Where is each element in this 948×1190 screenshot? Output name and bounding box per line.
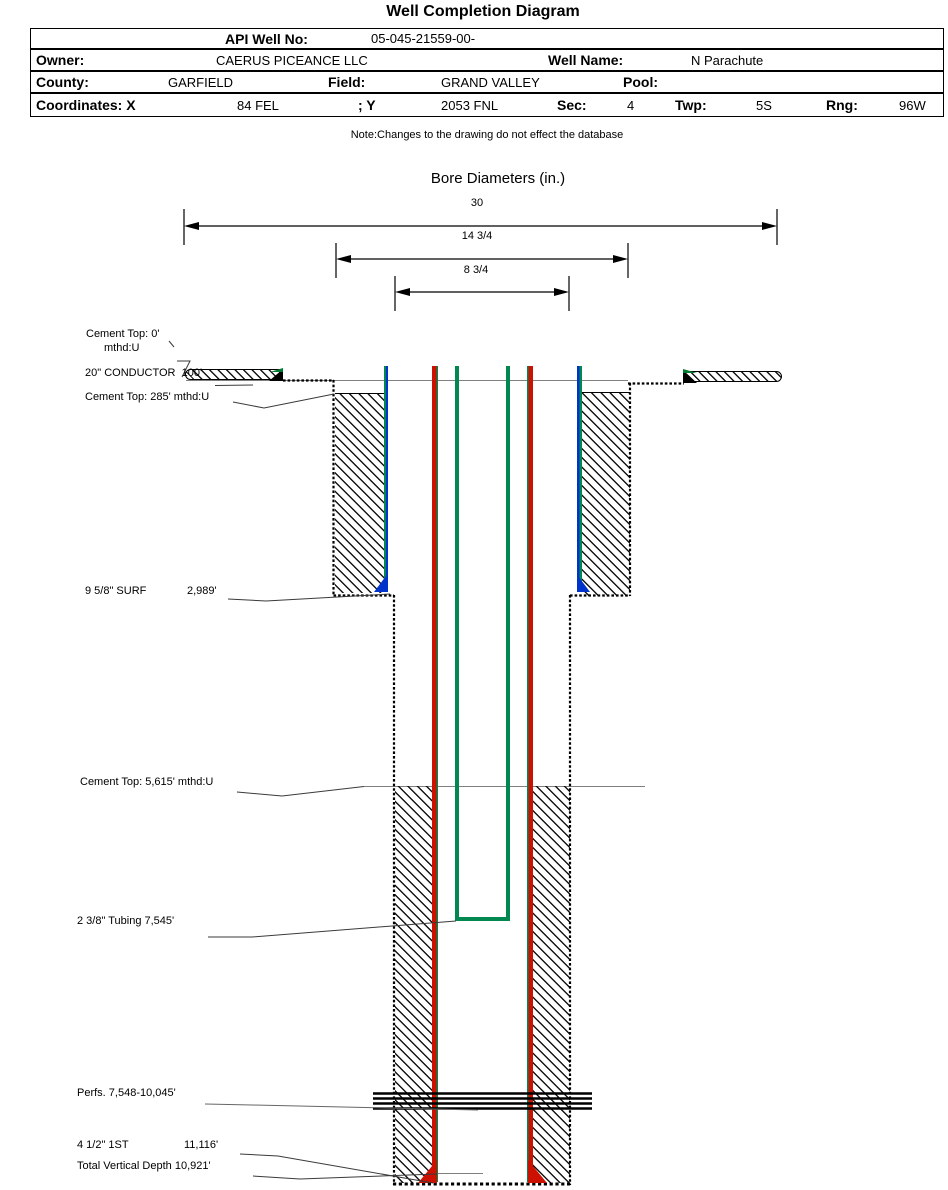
dim-30-arrow-right-icon: [762, 222, 777, 230]
api-well-no-label: API Well No:: [225, 30, 308, 47]
database-note: Note:Changes to the drawing do not effect the database: [350, 129, 624, 141]
tvd-label: Total Vertical Depth 10,921': [77, 1160, 211, 1172]
production-casing-depth-label: 11,116': [184, 1139, 219, 1151]
api-well-no-value: 05-045-21559-00-: [371, 31, 476, 46]
dim-14-arrow-right-icon: [613, 255, 628, 263]
surface-casing-leader: [228, 594, 390, 601]
county-value: GARFIELD: [168, 74, 234, 90]
api-row: [30, 28, 944, 49]
surface-casing-depth-label: 2,989': [187, 585, 217, 597]
cement-top-0-label: Cement Top: 0': [86, 328, 160, 340]
twp-value: 5S: [756, 97, 772, 113]
conductor-bar-right: [683, 371, 782, 383]
cement-top-285-label: Cement Top: 285' mthd:U: [85, 391, 210, 403]
well-name-value: N Parachute: [691, 52, 764, 68]
bore-dim-30-label: 30: [470, 197, 484, 209]
coordinate-y-value: 2053 FNL: [441, 97, 499, 113]
coordinate-y-label: ; Y: [358, 97, 376, 113]
coordinates-label: Coordinates: X: [36, 97, 136, 113]
production-casing-cement-right: [533, 786, 570, 1183]
rng-value: 96W: [899, 97, 926, 113]
cement-top-5615-label: Cement Top: 5,615' mthd:U: [80, 776, 214, 788]
twp-label: Twp:: [675, 97, 707, 113]
bore-dim-14-3-4-label: 14 3/4: [461, 230, 493, 242]
production-casing-cement-left: [395, 786, 433, 1183]
field-value: GRAND VALLEY: [441, 74, 540, 90]
surface-casing-line-right: [577, 366, 582, 592]
cement-top-285-leader: [233, 394, 334, 408]
sec-value: 4: [627, 97, 635, 113]
surface-casing-cement-right: [581, 392, 630, 596]
conductor-leader: [215, 385, 253, 386]
well-header-table: [30, 28, 944, 116]
surface-casing-line-left: [384, 366, 389, 592]
coordinates-row: [30, 93, 944, 117]
tubing-bottom: [455, 917, 510, 921]
dim-8-arrow-right-icon: [554, 288, 569, 296]
perfs-label: Perfs. 7,548-10,045': [77, 1087, 176, 1099]
production-casing-line-left: [432, 366, 438, 1182]
sec-label: Sec:: [557, 97, 587, 113]
surface-casing-label: 9 5/8" SURF: [85, 585, 147, 597]
coordinate-x-value: 84 FEL: [237, 97, 279, 113]
county-row: [30, 71, 944, 93]
owner-label: Owner:: [36, 52, 85, 68]
conductor-label: 20" CONDUCTOR 100': [85, 367, 203, 379]
tubing-line-right: [506, 366, 510, 921]
cement-top-0-method-label: mthd:U: [104, 342, 140, 354]
field-label: Field:: [328, 74, 366, 90]
tvd-level-line: [437, 1173, 483, 1175]
cement-top-0-leader: [169, 341, 174, 347]
bore-diameters-title: Bore Diameters (in.): [430, 170, 566, 187]
bore-dim-8-3-4-label: 8 3/4: [463, 264, 489, 276]
dim-14-arrow-left-icon: [336, 255, 351, 263]
dim-8-arrow-left-icon: [395, 288, 410, 296]
owner-row: [30, 49, 944, 71]
pool-label: Pool:: [623, 74, 658, 90]
dim-30-arrow-left-icon: [184, 222, 199, 230]
production-casing-line-right: [527, 366, 533, 1182]
county-label: County:: [36, 74, 89, 90]
rng-label: Rng:: [826, 97, 858, 113]
page-title: Well Completion Diagram: [386, 3, 580, 20]
production-casing-label: 4 1/2" 1ST: [77, 1139, 129, 1151]
well-name-label: Well Name:: [548, 52, 624, 68]
tubing-label: 2 3/8" Tubing 7,545': [77, 915, 175, 927]
tubing-line-left: [455, 366, 459, 921]
owner-value: CAERUS PICEANCE LLC: [216, 52, 368, 68]
surface-casing-cement-left: [335, 393, 385, 593]
cement-top-5615-leader: [237, 787, 364, 797]
